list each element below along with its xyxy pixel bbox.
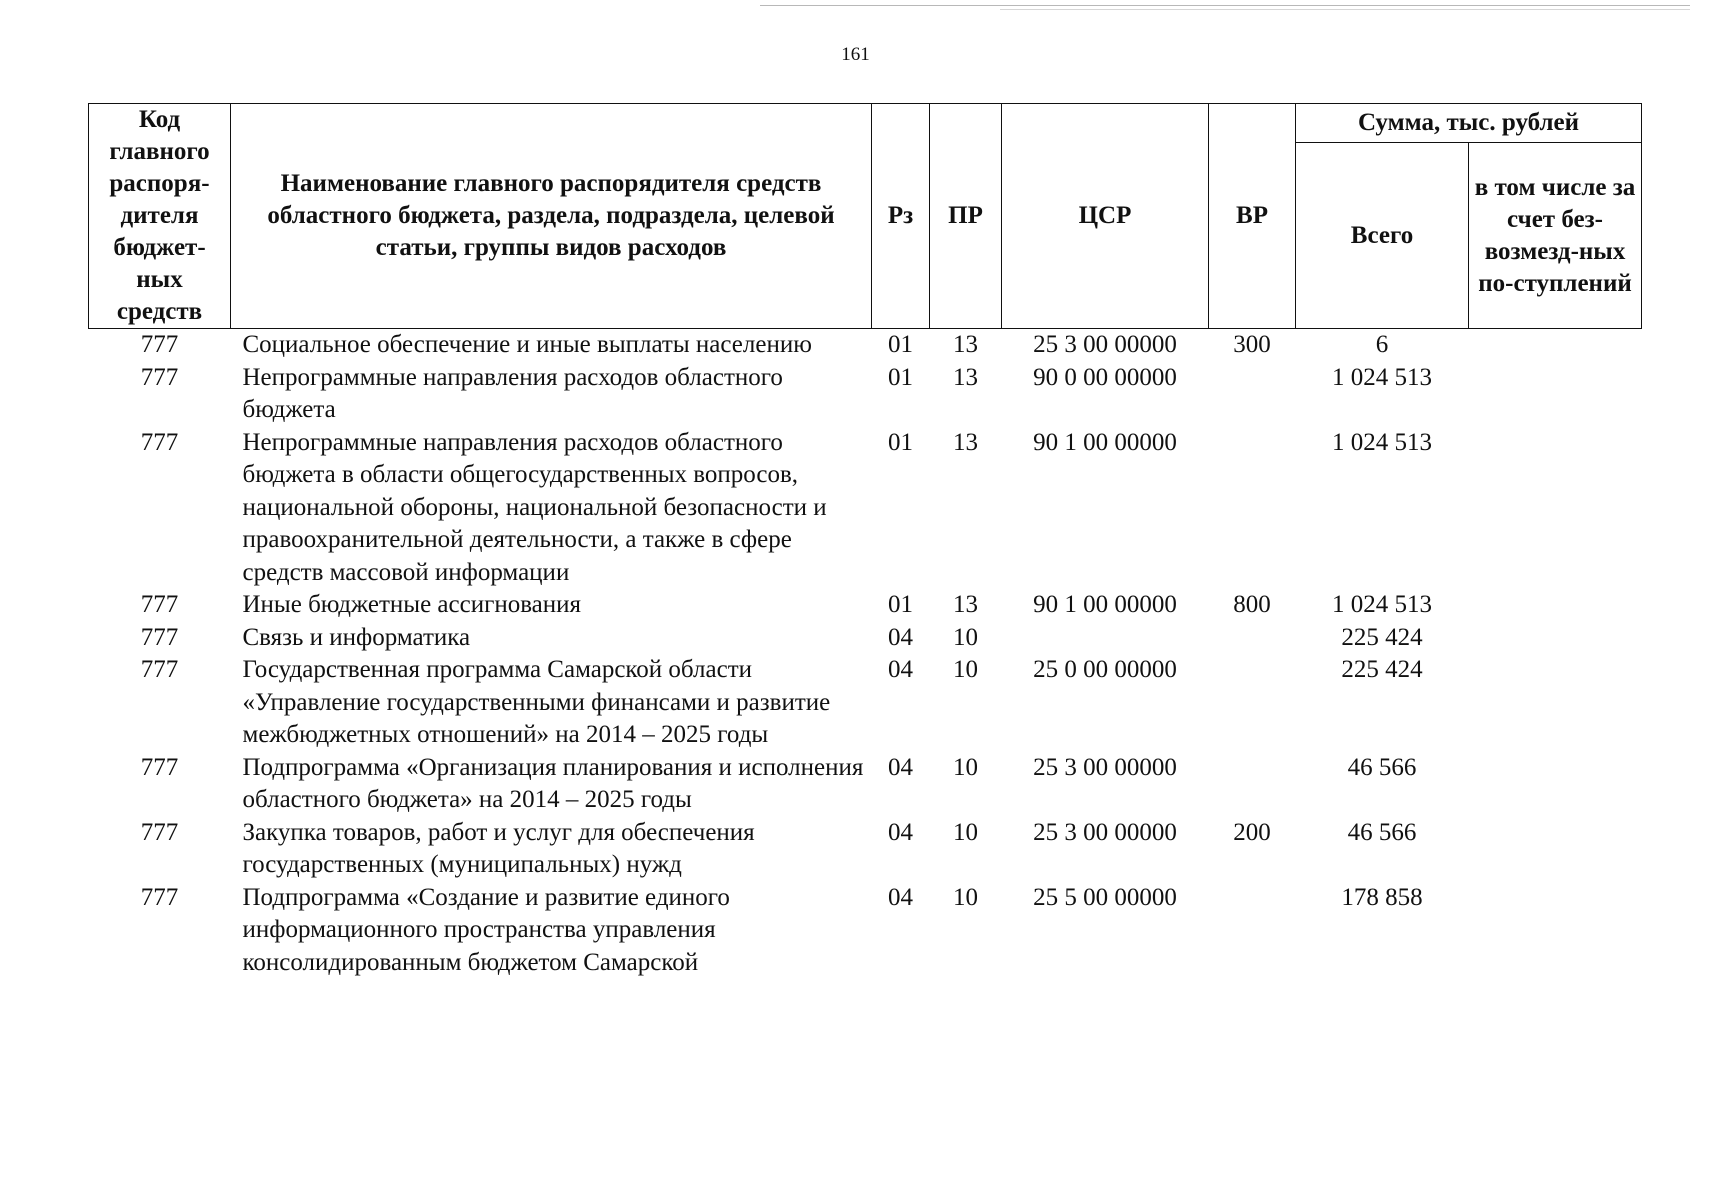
cell-code: 777 — [140, 818, 179, 846]
cell-free — [1469, 654, 1642, 752]
cell-total: 225 424 — [1341, 656, 1423, 683]
cell-name: Социальное обеспечение и иные выплаты населению — [242, 331, 812, 358]
cell-name: Иные бюджетные ассигнования — [242, 591, 582, 618]
cell-csr: 90 1 00 00000 — [1033, 428, 1177, 456]
cell-pr: 13 — [953, 331, 978, 358]
cell-rz: 04 — [888, 818, 913, 846]
header-free: в том числе за счет без-возмезд-ных по-ступлений — [1469, 143, 1642, 329]
cell-rz: 01 — [888, 363, 913, 391]
cell-code: 777 — [140, 623, 179, 651]
cell-free — [1469, 362, 1642, 427]
table-row — [89, 622, 1642, 655]
header-rz: Рз — [872, 104, 930, 329]
cell-free — [1469, 817, 1642, 882]
cell-vr — [1209, 362, 1296, 427]
header-pr: ПР — [930, 104, 1002, 329]
cell-csr: 25 0 00 00000 — [1033, 656, 1177, 683]
cell-pr: 10 — [953, 753, 978, 781]
cell-csr: 90 0 00 00000 — [1033, 363, 1177, 391]
cell-free — [1469, 589, 1642, 622]
table-row — [89, 882, 1642, 980]
table-row — [89, 589, 1642, 622]
cell-pr: 10 — [953, 818, 978, 846]
cell-rz: 04 — [888, 753, 913, 781]
header-csr: ЦСР — [1002, 104, 1209, 329]
cell-name: Подпрограмма «Организация планирования и исполнения областного бюджета» на 2014 – 2025 годы — [242, 753, 864, 813]
cell-total: 46 566 — [1347, 753, 1417, 781]
cell-vr — [1209, 427, 1296, 590]
page-number: 161 — [841, 44, 870, 65]
cell-vr: 300 — [1233, 331, 1271, 358]
header-vr: ВР — [1209, 104, 1296, 329]
table-row — [89, 329, 1642, 362]
cell-pr: 13 — [953, 428, 978, 456]
cell-rz: 04 — [888, 656, 913, 683]
cell-csr: 25 3 00 00000 — [1033, 753, 1177, 781]
cell-free — [1469, 329, 1642, 362]
cell-csr: 25 3 00 00000 — [1033, 818, 1177, 846]
cell-rz: 01 — [888, 331, 913, 358]
cell-total: 178 858 — [1341, 883, 1423, 911]
cell-free — [1469, 427, 1642, 590]
cell-code: 777 — [140, 883, 179, 911]
header-code: Код главного распоря-дителя бюджет-ных средств — [89, 104, 231, 329]
cell-vr — [1209, 654, 1296, 752]
table-body — [89, 329, 1642, 980]
cell-csr: 25 3 00 00000 — [1033, 331, 1177, 358]
cell-code: 777 — [140, 591, 179, 618]
cell-free — [1469, 622, 1642, 655]
cell-rz: 01 — [888, 428, 913, 456]
cell-name: Государственная программа Самарской области «Управление государственными финансами и развитие межбюджетных отношений» на 2014 – 2025 годы — [242, 656, 831, 748]
cell-code: 777 — [140, 753, 179, 781]
table-row — [89, 362, 1642, 427]
cell-code: 777 — [140, 363, 179, 391]
cell-pr: 10 — [953, 656, 978, 683]
cell-vr — [1209, 882, 1296, 980]
cell-total: 1 024 513 — [1332, 428, 1432, 456]
cell-pr: 10 — [953, 883, 978, 911]
header-total: Всего — [1296, 143, 1469, 329]
scan-top-rule-secondary — [1000, 9, 1690, 10]
cell-name: Подпрограмма «Создание и развитие единого информационного пространства управления консолидированным бюджетом Самарской — [242, 883, 730, 976]
table-row — [89, 752, 1642, 817]
scan-top-rule — [760, 5, 1690, 6]
cell-rz: 04 — [888, 883, 913, 911]
cell-code: 777 — [140, 428, 179, 456]
header-name: Наименование главного распорядителя средств областного бюджета, раздела, подраздела, целевой статьи, группы видов расходов — [231, 104, 872, 329]
cell-total: 1 024 513 — [1332, 363, 1432, 391]
cell-free — [1469, 882, 1642, 980]
cell-rz: 04 — [888, 623, 913, 651]
cell-free — [1469, 752, 1642, 817]
header-row-1 — [89, 104, 1642, 143]
table-row — [89, 817, 1642, 882]
cell-csr — [1002, 622, 1209, 655]
cell-total: 46 566 — [1347, 818, 1417, 846]
cell-rz: 01 — [888, 591, 913, 618]
cell-vr — [1209, 752, 1296, 817]
cell-pr: 10 — [953, 623, 978, 651]
cell-code: 777 — [140, 656, 179, 683]
table-row — [89, 654, 1642, 752]
table-row — [89, 427, 1642, 590]
cell-name: Связь и информатика — [242, 623, 471, 651]
cell-csr: 25 5 00 00000 — [1033, 883, 1177, 911]
cell-pr: 13 — [953, 591, 978, 618]
cell-vr — [1209, 622, 1296, 655]
cell-name: Непрограммные направления расходов областного бюджета — [242, 363, 783, 423]
cell-name: Закупка товаров, работ и услуг для обеспечения государственных (муниципальных) нужд — [242, 818, 755, 878]
cell-pr: 13 — [953, 363, 978, 391]
cell-total: 225 424 — [1341, 623, 1423, 651]
budget-table — [88, 103, 1642, 979]
cell-vr: 200 — [1233, 818, 1271, 846]
cell-name: Непрограммные направления расходов областного бюджета в области общегосударственных вопросов, национальной обороны, национальной безопасности и правоохранительной деятельности, а также в сфере средств массовой информации — [242, 428, 827, 586]
cell-code: 777 — [140, 331, 179, 358]
cell-total: 6 — [1375, 331, 1389, 358]
header-sum: Сумма, тыс. рублей — [1296, 104, 1642, 143]
cell-csr: 90 1 00 00000 — [1033, 591, 1177, 618]
cell-total: 1 024 513 — [1332, 591, 1432, 618]
table-header — [89, 104, 1642, 329]
cell-vr: 800 — [1233, 591, 1271, 618]
